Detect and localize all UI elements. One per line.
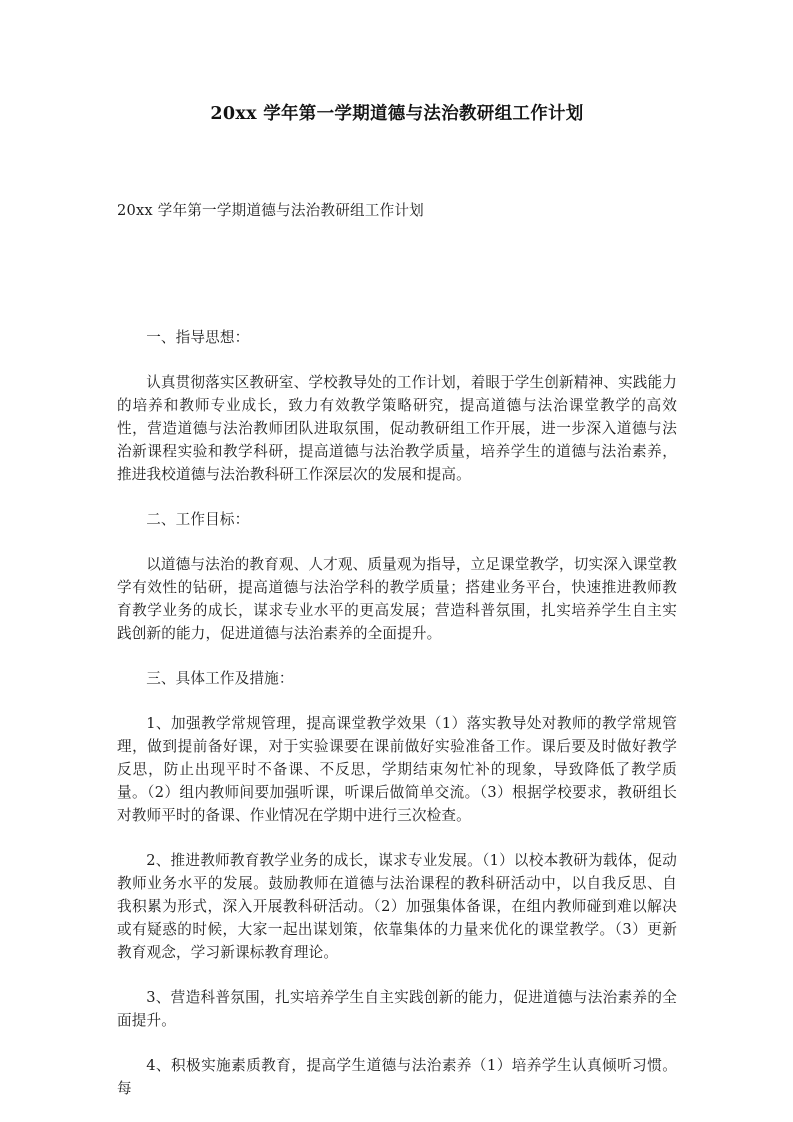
document-body [117, 326, 677, 1100]
body-paragraph: 4、积极实施素质教育，提高学生道德与法治素养（1）培养学生认真倾听习惯。每 [117, 1057, 677, 1097]
body-paragraph: 1、加强教学常规管理，提高课堂教学效果（1）落实教导处对教师的教学常规管理，做到提前备好课，对于实验课要在课前做好实验准备工作。课后要及时做好教学反思，防止出现平时不备课、不反思，学期结束匆忙补的现象，导致降低了教学质量。（2）组内教师间要加强听课，听课后做简单交流。（3）根据学校要求，教研组长对教师平时的备课、作业情况在学期中进行三次检查。 [117, 715, 677, 824]
body-paragraph: 以道德与法治的教育观、人才观、质量观为指导，立足课堂教学，切实深入课堂教学有效性的钻研，提高道德与法治学科的教学质量；搭建业务平台，快速推进教师教育教学业务的成长，谋求专业水平的更高发展；营造科普氛围，扎实培养学生自主实践创新的能力，促进道德与法治素养的全面提升。 [117, 556, 677, 642]
section-heading: 二、工作目标： [146, 511, 250, 528]
document-subtitle: 20xx 学年第一学期道德与法治教研组工作计划 [117, 202, 424, 219]
body-paragraph: 2、推进教师教育教学业务的成长，谋求专业发展。（1）以校本教研为载体，促动教师业务水平的发展。鼓励教师在道德与法治课程的教科研活动中，以自我反思、自我积累为形式，深入开展教科研活动。（2）加强集体备课，在组内教师碰到难以解决或有疑惑的时候，大家一起出谋划策，依靠集体的力量来优化的课堂教学。（3）更新教育观念，学习新课标教育理论。 [117, 852, 677, 961]
body-paragraph: 3、营造科普氛围，扎实培养学生自主实践创新的能力，促进道德与法治素养的全面提升。 [117, 989, 677, 1029]
section-heading: 一、指导思想： [146, 329, 250, 346]
page-title: 20xx 学年第一学期道德与法治教研组工作计划 [210, 104, 584, 124]
section-heading: 三、具体工作及措施： [146, 670, 294, 687]
body-paragraph: 认真贯彻落实区教研室、学校教导处的工作计划，着眼于学生创新精神、实践能力的培养和教师专业成长，致力有效教学策略研究，提高道德与法治课堂教学的高效性，营造道德与法治教师团队进取氛围，促动教研组工作开展，进一步深入道德与法治新课程实验和教学科研，提高道德与法治教学质量，培养学生的道德与法治素养，推进我校道德与法治教科研工作深层次的发展和提高。 [117, 374, 677, 483]
